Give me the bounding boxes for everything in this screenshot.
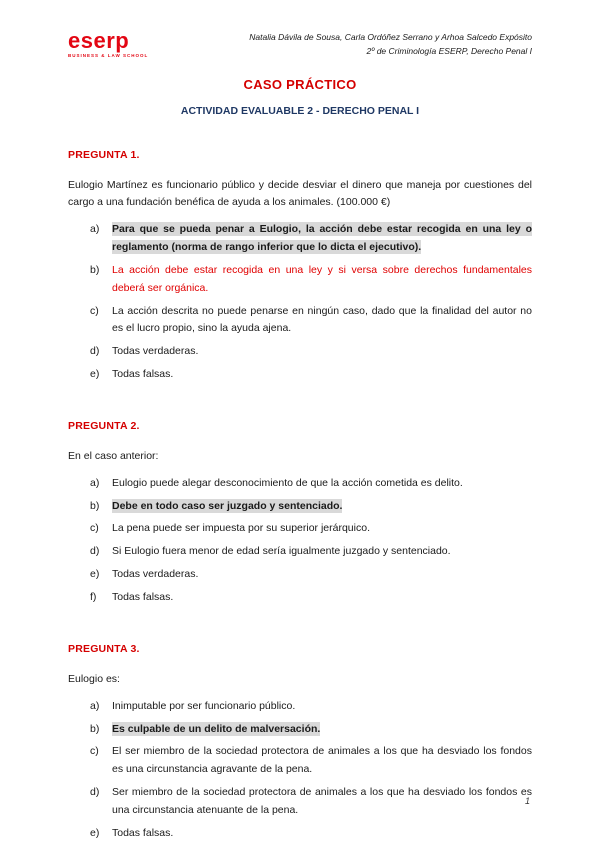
option-label: e) bbox=[90, 368, 100, 381]
option-body bbox=[112, 589, 532, 607]
option-body bbox=[112, 784, 532, 820]
question-intro: En el caso anterior: bbox=[68, 449, 159, 462]
option-text: Inimputable por ser funcionario público. bbox=[112, 699, 296, 712]
option bbox=[68, 366, 532, 384]
option-body bbox=[112, 498, 532, 516]
document-title: CASO PRÁCTICO bbox=[243, 76, 357, 92]
option bbox=[68, 221, 532, 257]
eserp-logo-tagline: BUSINESS & LAW SCHOOL bbox=[68, 53, 149, 58]
option-body bbox=[112, 303, 532, 339]
option-text: Ser miembro de la sociedad protectora de animales a los que ha desviado los fondos es una circunstancia atenuante de la pena. bbox=[112, 786, 532, 816]
option-body bbox=[112, 743, 532, 779]
page-header bbox=[68, 30, 532, 59]
option-label: d) bbox=[90, 786, 100, 799]
option-text: Eulogio puede alegar desconocimiento de que la acción cometida es delito. bbox=[112, 476, 463, 489]
option-body bbox=[112, 543, 532, 561]
option bbox=[68, 475, 532, 493]
question-title: PREGUNTA 2. bbox=[68, 419, 140, 432]
option bbox=[68, 343, 532, 361]
option bbox=[68, 589, 532, 607]
header-authors bbox=[249, 30, 532, 58]
option-label: a) bbox=[90, 223, 100, 236]
question-title: PREGUNTA 3. bbox=[68, 642, 140, 655]
document-subtitle: ACTIVIDAD EVALUABLE 2 - DERECHO PENAL I bbox=[180, 104, 420, 117]
option-body bbox=[112, 343, 532, 361]
option-body bbox=[112, 698, 532, 716]
option bbox=[68, 825, 532, 843]
option-text: Es culpable de un delito de malversación. bbox=[112, 722, 321, 735]
question-block-3 bbox=[68, 643, 532, 843]
option-text: Todas verdaderas. bbox=[112, 568, 199, 581]
option-text: La acción descrita no puede penarse en ningún caso, dado que la finalidad del autor no es el lucro propio, sino la ayuda ajena. bbox=[112, 304, 532, 335]
options-list bbox=[68, 475, 532, 607]
option-text: Si Eulogio fuera menor de edad sería igualmente juzgado y sentenciado. bbox=[112, 545, 451, 558]
options-list bbox=[68, 698, 532, 843]
option-text: Todas falsas. bbox=[112, 368, 174, 381]
option-label: d) bbox=[90, 545, 100, 558]
option-text: La pena puede ser impuesta por su superior jerárquico. bbox=[112, 522, 370, 535]
option-text: Todas falsas. bbox=[112, 591, 174, 603]
option-body bbox=[112, 566, 532, 584]
option-body bbox=[112, 262, 532, 298]
option-label: e) bbox=[90, 826, 100, 839]
option-text: El ser miembro de la sociedad protectora de animales a los que ha desviado los fondos es una circunstancia agravante de la pena. bbox=[112, 745, 532, 776]
option-body bbox=[112, 366, 532, 384]
option bbox=[68, 743, 532, 779]
option-label: b) bbox=[90, 722, 100, 735]
option-body bbox=[112, 475, 532, 493]
option-label: c) bbox=[90, 304, 99, 317]
option bbox=[68, 262, 532, 298]
option-label: a) bbox=[90, 699, 100, 712]
option-label: b) bbox=[90, 499, 100, 512]
question-intro: Eulogio Martínez es funcionario público y decide desviar el dinero que maneja por cuestiones del cargo a una fundación benéfica de ayuda a los animales. (100.000 €) bbox=[68, 178, 532, 209]
question-title: PREGUNTA 1. bbox=[68, 148, 140, 161]
option-label: c) bbox=[90, 745, 99, 758]
option bbox=[68, 543, 532, 561]
option-body bbox=[112, 221, 532, 257]
option-label: e) bbox=[90, 568, 100, 581]
option-text: Todas falsas. bbox=[112, 826, 174, 839]
option-text: Para que se pueda penar a Eulogio, la acción debe estar recogida en una ley o reglamento (norma de rango inferior que lo dicta el ejecutivo). bbox=[112, 223, 532, 254]
option-label: a) bbox=[90, 476, 100, 489]
option bbox=[68, 721, 532, 739]
option-body bbox=[112, 721, 532, 739]
option bbox=[68, 566, 532, 584]
eserp-logo-text: eserp bbox=[68, 28, 130, 53]
option bbox=[68, 784, 532, 820]
option-text: Todas verdaderas. bbox=[112, 345, 199, 358]
question-block-2 bbox=[68, 420, 532, 607]
options-list bbox=[68, 221, 532, 384]
option-label: b) bbox=[90, 263, 100, 276]
option bbox=[68, 698, 532, 716]
option-body bbox=[112, 825, 532, 843]
eserp-logo bbox=[68, 30, 148, 59]
option bbox=[68, 498, 532, 516]
question-intro: Eulogio es: bbox=[68, 672, 120, 685]
question-block-1 bbox=[68, 149, 532, 384]
page-number: 1 bbox=[524, 796, 530, 806]
option-body bbox=[112, 520, 532, 538]
option-text: Debe en todo caso ser juzgado y sentenciado. bbox=[112, 499, 343, 512]
authors-line: Natalia Dávila de Sousa, Carla Ordóñez Serrano y Arhoa Salcedo Expósito bbox=[249, 32, 532, 42]
option bbox=[68, 303, 532, 339]
option bbox=[68, 520, 532, 538]
option-label: c) bbox=[90, 522, 99, 535]
option-label: d) bbox=[90, 345, 100, 358]
course-line: 2º de Criminología ESERP, Derecho Penal I bbox=[366, 46, 532, 57]
option-label: f) bbox=[90, 591, 97, 603]
option-text: La acción debe estar recogida en una ley y si versa sobre derechos fundamentales deberá ser orgánica. bbox=[112, 263, 532, 294]
